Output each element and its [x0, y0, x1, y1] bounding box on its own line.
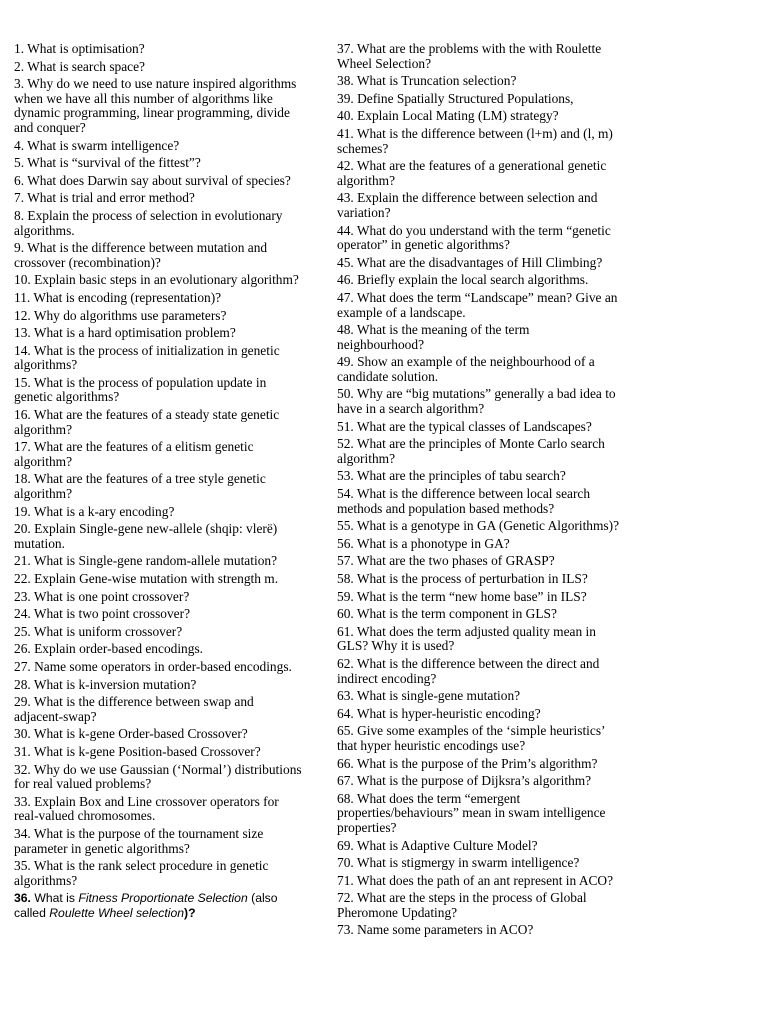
- question-70: 70. What is stigmergy in swarm intelligence?: [337, 855, 580, 871]
- question-18: 18. What are the features of a tree style genetic algorithm?: [14, 471, 266, 502]
- question-21: 21. What is Single-gene random-allele mutation?: [14, 553, 278, 569]
- question-49: 49. Show an example of the neighbourhood of a candidate solution.: [337, 354, 595, 384]
- question-47: 47. What does the term “Landscape” mean? Give an example of a landscape.: [337, 289, 618, 320]
- question-59: 59. What is the term “new home base” in ILS?: [337, 588, 587, 604]
- question-36-term-fps: Fitness Proportionate Selection: [78, 891, 248, 906]
- question-34: 34. What is the purpose of the tournament size parameter in genetic algorithms?: [14, 825, 264, 856]
- question-27: 27. Name some operators in order-based encodings.: [14, 658, 292, 674]
- question-26: 26. Explain order-based encodings.: [14, 641, 204, 657]
- question-36: [14, 891, 304, 920]
- question-39: 39. Define Spatially Structured Populations,: [337, 90, 574, 106]
- question-9: 9. What is the difference between mutation and crossover (recombination)?: [14, 240, 268, 270]
- question-56: 56. What is a phonotype in GA?: [337, 535, 510, 551]
- question-65: 65. Give some examples of the ‘simple heuristics’ that hyper heuristic encodings use?: [337, 723, 605, 753]
- question-42: 42. What are the features of a generational genetic algorithm?: [337, 158, 607, 188]
- question-28: 28. What is k-inversion mutation?: [14, 676, 197, 692]
- question-72: 72. What are the steps in the process of Global Pheromone Updating?: [337, 890, 587, 920]
- question-36-lead: What is: [34, 891, 75, 906]
- question-31: 31. What is k-gene Position-based Crossover?: [14, 743, 261, 759]
- left-question-column: [14, 42, 304, 923]
- question-52: 52. What are the principles of Monte Carlo search algorithm?: [337, 436, 605, 466]
- question-50: 50. Why are “big mutations” generally a bad idea to have in a search algorithm?: [337, 386, 616, 417]
- question-36-also-called: (also called: [14, 891, 278, 920]
- question-24: 24. What is two point crossover?: [14, 606, 191, 622]
- question-15: 15. What is the process of population update in genetic algorithms?: [14, 374, 267, 405]
- question-51: 51. What are the typical classes of Landscapes?: [337, 418, 592, 434]
- question-12: 12. Why do algorithms use parameters?: [14, 307, 227, 323]
- question-20: 20. Explain Single-gene new-allele (shqip: vlerë) mutation.: [14, 521, 278, 551]
- question-36-term-roulette: Roulette Wheel selection: [49, 905, 185, 920]
- question-29: 29. What is the difference between swap and adjacent-swap?: [14, 694, 254, 724]
- question-44: 44. What do you understand with the term “genetic operator” in genetic algorithms?: [337, 222, 611, 253]
- question-67: 67. What is the purpose of Dijksra’s algorithm?: [337, 773, 592, 789]
- question-66: 66. What is the purpose of the Prim’s algorithm?: [337, 755, 598, 771]
- question-36-number: 36.: [14, 891, 31, 906]
- question-55: 55. What is a genotype in GA (Genetic Algorithms)?: [337, 518, 620, 534]
- question-13: 13. What is a hard optimisation problem?: [14, 325, 236, 341]
- question-38: 38. What is Truncation selection?: [337, 73, 517, 89]
- question-5: 5. What is “survival of the fittest”?: [14, 155, 201, 171]
- question-61: 61. What does the term adjusted quality mean in GLS? Why it is used?: [337, 623, 596, 654]
- question-48: 48. What is the meaning of the term neighbourhood?: [337, 322, 530, 352]
- question-63: 63. What is single-gene mutation?: [337, 688, 521, 704]
- question-14: 14. What is the process of initialization in genetic algorithms?: [14, 342, 280, 373]
- question-64: 64. What is hyper-heuristic encoding?: [337, 705, 541, 721]
- question-58: 58. What is the process of perturbation in ILS?: [337, 571, 588, 586]
- question-3: 3. Why do we need to use nature inspired algorithms when we have all this number of algorithms like dynamic programming, linear programming, divide and conquer?: [14, 76, 297, 135]
- question-23: 23. What is one point crossover?: [14, 588, 190, 604]
- question-7: 7. What is trial and error method?: [14, 190, 195, 206]
- question-30: 30. What is k-gene Order-based Crossover?: [14, 726, 248, 742]
- question-6: 6. What does Darwin say about survival of species?: [14, 172, 291, 188]
- question-37: 37. What are the problems with the with Roulette Wheel Selection?: [337, 41, 602, 71]
- question-32: 32. Why do we use Gaussian (‘Normal’) distributions for real valued problems?: [14, 761, 302, 792]
- question-16: 16. What are the features of a steady state genetic algorithm?: [14, 407, 280, 437]
- question-2: 2. What is search space?: [14, 58, 145, 74]
- question-40: 40. Explain Local Mating (LM) strategy?: [337, 108, 559, 124]
- question-36-close: )?: [184, 905, 196, 920]
- question-68: 68. What does the term “emergent properties/behaviours” mean in swam intelligence properties?: [337, 790, 606, 835]
- question-60: 60. What is the term component in GLS?: [337, 606, 557, 622]
- question-69: 69. What is Adaptive Culture Model?: [337, 837, 538, 853]
- question-35: 35. What is the rank select procedure in genetic algorithms?: [14, 858, 269, 888]
- question-71: 71. What does the path of an ant represent in ACO?: [337, 872, 614, 888]
- question-11: 11. What is encoding (representation)?: [14, 289, 222, 305]
- question-1: 1. What is optimisation?: [14, 41, 145, 56]
- question-10: 10. Explain basic steps in an evolutionary algorithm?: [14, 272, 299, 288]
- question-57: 57. What are the two phases of GRASP?: [337, 553, 555, 569]
- question-4: 4. What is swarm intelligence?: [14, 137, 180, 153]
- question-62: 62. What is the difference between the direct and indirect encoding?: [337, 655, 600, 686]
- question-41: 41. What is the difference between (l+m) and (l, m) schemes?: [337, 125, 613, 156]
- question-22: 22. Explain Gene-wise mutation with strength m.: [14, 571, 279, 586]
- question-33: 33. Explain Box and Line crossover operators for real-valued chromosomes.: [14, 793, 279, 824]
- question-8: 8. Explain the process of selection in evolutionary algorithms.: [14, 207, 283, 238]
- question-17: 17. What are the features of a elitism genetic algorithm?: [14, 439, 254, 469]
- question-45: 45. What are the disadvantages of Hill Climbing?: [337, 254, 603, 270]
- question-25: 25. What is uniform crossover?: [14, 623, 183, 639]
- question-73: 73. Name some parameters in ACO?: [337, 922, 534, 938]
- question-54: 54. What is the difference between local search methods and population based methods?: [337, 486, 591, 516]
- question-43: 43. Explain the difference between selection and variation?: [337, 190, 598, 220]
- question-19: 19. What is a k-ary encoding?: [14, 503, 175, 519]
- question-46: 46. Briefly explain the local search algorithms.: [337, 272, 589, 288]
- question-53: 53. What are the principles of tabu search?: [337, 468, 566, 484]
- right-question-column: [337, 42, 619, 941]
